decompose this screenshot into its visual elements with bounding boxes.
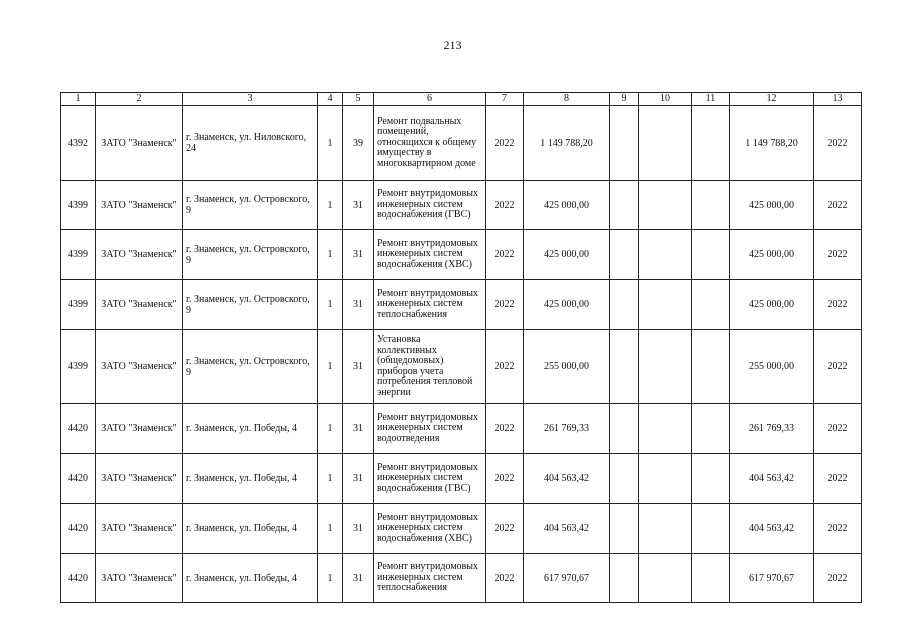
municipality-cell: ЗАТО "Знаменск" <box>96 454 183 504</box>
column-5-cell: 31 <box>343 504 374 554</box>
column-10-cell <box>639 181 692 230</box>
year-cell: 2022 <box>486 454 524 504</box>
work-type-cell: Ремонт внутридомовых инженерных систем теплоснабжения <box>374 554 486 603</box>
object-id-cell: 4420 <box>61 554 96 603</box>
table-row <box>61 454 862 504</box>
object-id-cell: 4399 <box>61 230 96 280</box>
column-5-cell: 31 <box>343 454 374 504</box>
column-11-cell <box>692 330 730 404</box>
table-row <box>61 554 862 603</box>
work-type-cell: Ремонт внутридомовых инженерных систем водоснабжения (ХВС) <box>374 230 486 280</box>
column-11-cell <box>692 554 730 603</box>
work-type-cell: Ремонт внутридомовых инженерных систем водоотведения <box>374 404 486 454</box>
column-13-cell: 2022 <box>814 504 862 554</box>
year-cell: 2022 <box>486 106 524 181</box>
column-4-cell: 1 <box>318 230 343 280</box>
column-header: 8 <box>524 93 610 106</box>
year-cell: 2022 <box>486 280 524 330</box>
object-id-cell: 4420 <box>61 404 96 454</box>
column-11-cell <box>692 504 730 554</box>
column-12-cell: 261 769,33 <box>730 404 814 454</box>
object-id-cell: 4420 <box>61 504 96 554</box>
municipality-cell: ЗАТО "Знаменск" <box>96 230 183 280</box>
column-13-cell: 2022 <box>814 454 862 504</box>
object-id-cell: 4392 <box>61 106 96 181</box>
address-cell: г. Знаменск, ул. Победы, 4 <box>183 454 318 504</box>
column-12-cell: 255 000,00 <box>730 330 814 404</box>
column-12-cell: 1 149 788,20 <box>730 106 814 181</box>
column-5-cell: 39 <box>343 106 374 181</box>
column-12-cell: 425 000,00 <box>730 181 814 230</box>
column-10-cell <box>639 106 692 181</box>
column-13-cell: 2022 <box>814 181 862 230</box>
column-header: 11 <box>692 93 730 106</box>
column-12-cell: 425 000,00 <box>730 280 814 330</box>
column-5-cell: 31 <box>343 330 374 404</box>
column-9-cell <box>610 230 639 280</box>
address-cell: г. Знаменск, ул. Ниловского, 24 <box>183 106 318 181</box>
work-type-cell: Ремонт внутридомовых инженерных систем водоснабжения (ГВС) <box>374 454 486 504</box>
column-10-cell <box>639 454 692 504</box>
column-11-cell <box>692 181 730 230</box>
municipality-cell: ЗАТО "Знаменск" <box>96 181 183 230</box>
column-4-cell: 1 <box>318 554 343 603</box>
table-row <box>61 504 862 554</box>
column-10-cell <box>639 504 692 554</box>
column-12-cell: 404 563,42 <box>730 454 814 504</box>
work-type-cell: Ремонт внутридомовых инженерных систем теплоснабжения <box>374 280 486 330</box>
address-cell: г. Знаменск, ул. Островского, 9 <box>183 181 318 230</box>
year-cell: 2022 <box>486 554 524 603</box>
column-11-cell <box>692 230 730 280</box>
column-10-cell <box>639 554 692 603</box>
column-9-cell <box>610 554 639 603</box>
column-4-cell: 1 <box>318 280 343 330</box>
address-cell: г. Знаменск, ул. Победы, 4 <box>183 554 318 603</box>
column-4-cell: 1 <box>318 504 343 554</box>
table-row <box>61 106 862 181</box>
address-cell: г. Знаменск, ул. Островского, 9 <box>183 230 318 280</box>
column-10-cell <box>639 330 692 404</box>
column-9-cell <box>610 404 639 454</box>
column-13-cell: 2022 <box>814 404 862 454</box>
column-5-cell: 31 <box>343 181 374 230</box>
column-10-cell <box>639 230 692 280</box>
column-11-cell <box>692 454 730 504</box>
column-header: 3 <box>183 93 318 106</box>
work-type-cell: Ремонт внутридомовых инженерных систем водоснабжения (ГВС) <box>374 181 486 230</box>
column-10-cell <box>639 404 692 454</box>
column-10-cell <box>639 280 692 330</box>
column-header: 5 <box>343 93 374 106</box>
column-11-cell <box>692 404 730 454</box>
column-11-cell <box>692 106 730 181</box>
column-5-cell: 31 <box>343 554 374 603</box>
total-cost-cell: 425 000,00 <box>524 181 610 230</box>
table-row <box>61 181 862 230</box>
column-header: 7 <box>486 93 524 106</box>
year-cell: 2022 <box>486 504 524 554</box>
column-header: 4 <box>318 93 343 106</box>
column-9-cell <box>610 280 639 330</box>
column-header: 9 <box>610 93 639 106</box>
column-13-cell: 2022 <box>814 330 862 404</box>
total-cost-cell: 425 000,00 <box>524 230 610 280</box>
column-4-cell: 1 <box>318 454 343 504</box>
column-9-cell <box>610 504 639 554</box>
address-cell: г. Знаменск, ул. Победы, 4 <box>183 404 318 454</box>
column-9-cell <box>610 330 639 404</box>
column-13-cell: 2022 <box>814 106 862 181</box>
municipality-cell: ЗАТО "Знаменск" <box>96 106 183 181</box>
column-4-cell: 1 <box>318 106 343 181</box>
table-header <box>61 93 862 106</box>
total-cost-cell: 425 000,00 <box>524 280 610 330</box>
column-header: 10 <box>639 93 692 106</box>
column-13-cell: 2022 <box>814 554 862 603</box>
address-cell: г. Знаменск, ул. Победы, 4 <box>183 504 318 554</box>
year-cell: 2022 <box>486 230 524 280</box>
column-header: 12 <box>730 93 814 106</box>
column-9-cell <box>610 181 639 230</box>
column-4-cell: 1 <box>318 181 343 230</box>
address-cell: г. Знаменск, ул. Островского, 9 <box>183 330 318 404</box>
column-header: 2 <box>96 93 183 106</box>
total-cost-cell: 404 563,42 <box>524 504 610 554</box>
column-4-cell: 1 <box>318 404 343 454</box>
column-11-cell <box>692 280 730 330</box>
table-body <box>61 106 862 603</box>
work-type-cell: Ремонт внутридомовых инженерных систем водоснабжения (ХВС) <box>374 504 486 554</box>
column-5-cell: 31 <box>343 230 374 280</box>
total-cost-cell: 404 563,42 <box>524 454 610 504</box>
page-number: 213 <box>443 38 462 52</box>
object-id-cell: 4399 <box>61 330 96 404</box>
municipality-cell: ЗАТО "Знаменск" <box>96 554 183 603</box>
total-cost-cell: 261 769,33 <box>524 404 610 454</box>
municipality-cell: ЗАТО "Знаменск" <box>96 280 183 330</box>
object-id-cell: 4399 <box>61 181 96 230</box>
table-row <box>61 404 862 454</box>
column-4-cell: 1 <box>318 330 343 404</box>
total-cost-cell: 255 000,00 <box>524 330 610 404</box>
total-cost-cell: 617 970,67 <box>524 554 610 603</box>
column-header: 1 <box>61 93 96 106</box>
municipality-cell: ЗАТО "Знаменск" <box>96 330 183 404</box>
column-9-cell <box>610 454 639 504</box>
municipality-cell: ЗАТО "Знаменск" <box>96 404 183 454</box>
column-9-cell <box>610 106 639 181</box>
column-12-cell: 404 563,42 <box>730 504 814 554</box>
object-id-cell: 4420 <box>61 454 96 504</box>
work-type-cell: Ремонт подвальных помещений, относящихся к общему имуществу в многоквартирном доме <box>374 106 486 181</box>
program-table <box>60 92 862 603</box>
column-13-cell: 2022 <box>814 280 862 330</box>
column-13-cell: 2022 <box>814 230 862 280</box>
municipality-cell: ЗАТО "Знаменск" <box>96 504 183 554</box>
year-cell: 2022 <box>486 181 524 230</box>
work-type-cell: Установка коллективных (общедомовых) приборов учета потребления тепловой энергии <box>374 330 486 404</box>
address-cell: г. Знаменск, ул. Островского, 9 <box>183 280 318 330</box>
total-cost-cell: 1 149 788,20 <box>524 106 610 181</box>
column-5-cell: 31 <box>343 280 374 330</box>
table-row <box>61 280 862 330</box>
object-id-cell: 4399 <box>61 280 96 330</box>
year-cell: 2022 <box>486 330 524 404</box>
year-cell: 2022 <box>486 404 524 454</box>
column-header: 6 <box>374 93 486 106</box>
column-5-cell: 31 <box>343 404 374 454</box>
column-12-cell: 425 000,00 <box>730 230 814 280</box>
table-row <box>61 230 862 280</box>
column-header: 13 <box>814 93 862 106</box>
table-row <box>61 330 862 404</box>
column-12-cell: 617 970,67 <box>730 554 814 603</box>
